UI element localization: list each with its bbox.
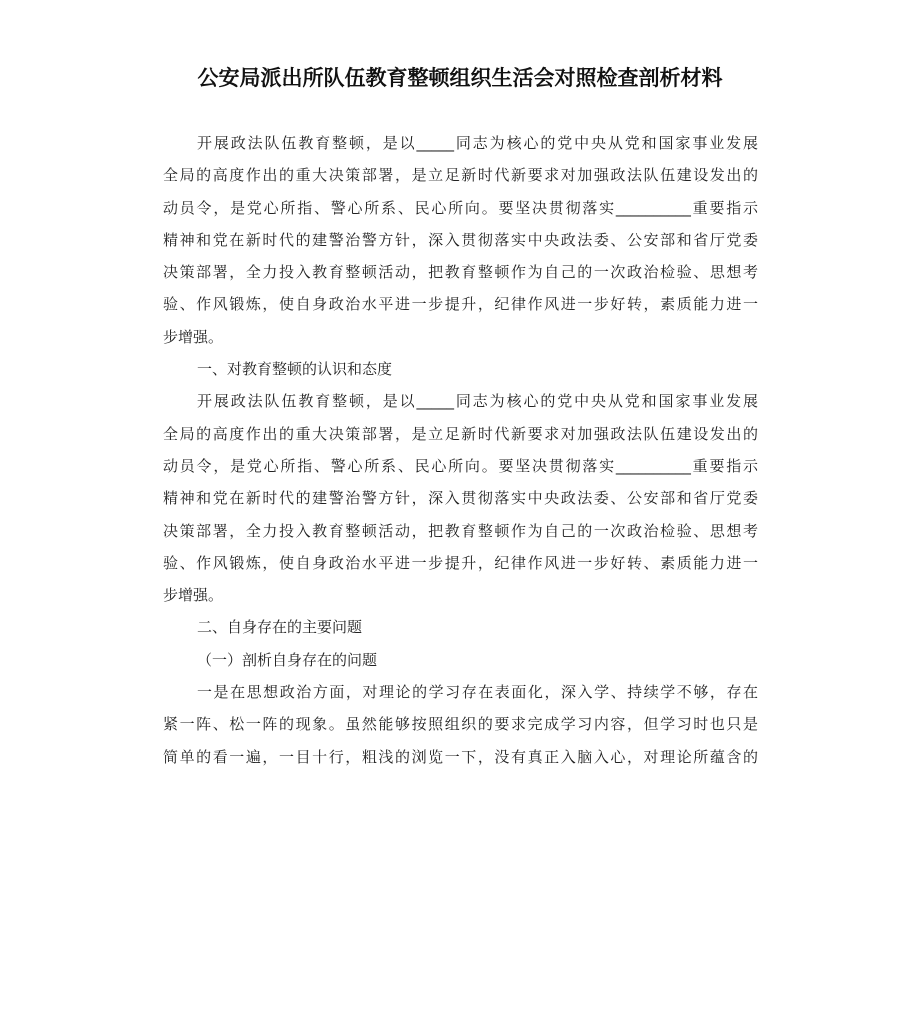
text-line: 决策部署，全力投入教育整顿活动，把教育整顿作为自己的一次政治检验、思想考: [163, 263, 758, 282]
text-line: 精神和党在新时代的建警治警方针，深入贯彻落实中央政法委、公安部和省厅党委: [163, 489, 758, 508]
text-line: 验、作风锻炼，使自身政治水平进一步提升，纪律作风进一步好转、素质能力进一: [163, 553, 758, 572]
subsection-heading: （一）剖析自身存在的问题: [197, 650, 378, 669]
text-line: 决策部署，全力投入教育整顿活动，把教育整顿作为自己的一次政治检验、思想考: [163, 521, 758, 540]
document-body: [163, 127, 758, 773]
text-line: 开展政法队伍教育整顿，是以_____同志为核心的党中央从党和国家事业发展: [197, 134, 758, 152]
text-line: 验、作风锻炼，使自身政治水平进一步提升，纪律作风进一步好转，素质能力进一: [163, 295, 758, 314]
text-line: 动员令，是党心所指、警心所系、民心所向。要坚决贯彻落实__________重要指示: [163, 456, 758, 475]
section-heading: 一、对教育整顿的认识和态度: [197, 360, 393, 379]
text-line: 一是在思想政治方面，对理论的学习存在表面化，深入学、持续学不够，存在: [197, 683, 758, 702]
text-line: 简单的看一遍，一目十行，粗浅的浏览一下，没有真正入脑入心，对理论所蕴含的: [163, 747, 758, 766]
text-line: 步增强。: [163, 327, 224, 346]
text-line: 步增强。: [163, 586, 224, 605]
document-title: 公安局派出所队伍教育整顿组织生活会对照检查剖析材料: [197, 66, 723, 90]
text-line: 全局的高度作出的重大决策部署，是立足新时代新要求对加强政法队伍建设发出的: [163, 166, 758, 185]
text-line: 全局的高度作出的重大决策部署，是立足新时代新要求对加强政法队伍建设发出的: [163, 424, 758, 443]
section-heading: 二、自身存在的主要问题: [197, 618, 363, 637]
text-line: 紧一阵、松一阵的现象。虽然能够按照组织的要求完成学习内容，但学习时也只是: [163, 715, 758, 734]
text-line: 动员令，是党心所指、警心所系、民心所向。要坚决贯彻落实__________重要指示: [163, 198, 758, 217]
text-line: 开展政法队伍教育整顿，是以_____同志为核心的党中央从党和国家事业发展: [197, 392, 758, 411]
text-line: 精神和党在新时代的建警治警方针，深入贯彻落实中央政法委、公安部和省厅党委: [163, 230, 758, 249]
